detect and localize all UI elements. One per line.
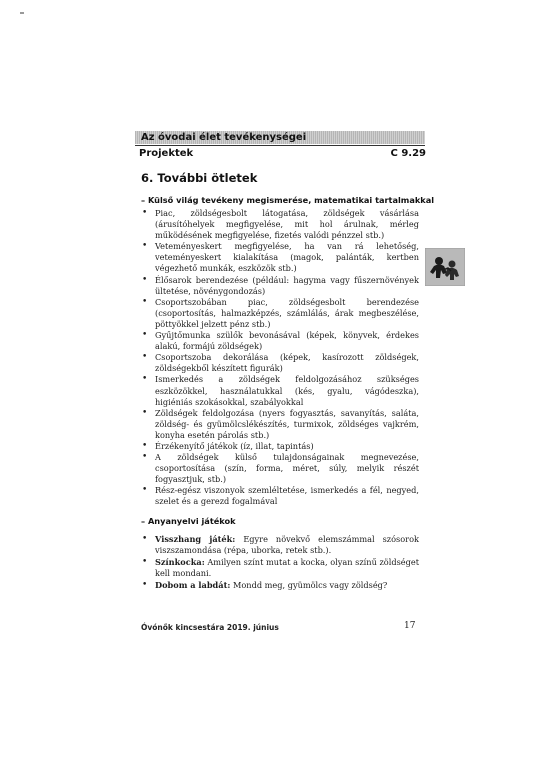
list-item: • Zöldségek feldolgozása (nyers fogyasztás, savanyítás, saláta, zöldség- és gyümölcslékészítés, turmixok, zöldséges vajkrém, konyha esetén párolás stb.) [137,408,419,441]
game-name: Színkocka: [155,557,205,568]
list-item [137,557,419,579]
scan-mark [20,12,24,14]
list-item: • Piac, zöldségesbolt látogatása, zöldségek vásárlása (árusítóhelyek megfigyelése, mit hol árulnak, mérleg működésének megfigyelése, fizetés valódi pénzzel stb.) [137,208,419,241]
page-number: 17 [404,621,416,631]
list-item: • Csoportszoba dekorálása (képek, kasírozott zöldségek, zöldségekből készített figurák) [137,352,419,374]
list-item: • A zöldségek külső tulajdonságainak megnevezése, csoportosítása (szín, forma, méret, súly, melyik részét fogyasztjuk, stb.) [137,452,419,485]
subsection-title-2: – Anyanyelvi játékok [141,516,236,526]
idea-list-2 [137,534,419,592]
page-code: C 9.29 [390,148,426,159]
list-item: • Élősarok berendezése (például: hagyma vagy fűszernövények ültetése, növénygondozás) [137,275,419,297]
game-name: Dobom a labdát: [155,580,231,591]
list-item: • Érzékenyítő játékok (íz, illat, tapintás) [137,441,419,452]
page-heading: 6. További ötletek [141,171,258,185]
list-item: • Veteményeskert megfigyelése, ha van rá lehetőség, veteményeskert kialakítása (magok, palánták, kertben végezhető munkák, eszközök stb.) [137,241,419,274]
game-description: Mondd meg, gyümölcs vagy zöldség? [230,580,388,591]
game-name: Visszhang játék: [155,534,236,544]
list-item: • Csoportszobában piac, zöldségesbolt berendezése (csoportosítás, halmazképzés, számlálás, árak megbeszélése, pöttyökkel jelzett pénz stb.) [137,297,419,330]
game-description: Egyre növekvő elemszámmal szósorok viszszamondása (répa, uborka, retek stb.). [155,534,419,556]
list-item: • Rész-egész viszonyok szemléltetése, ismerkedés a fél, negyed, szelet és a gerezd fogalmával [137,485,419,507]
header-title: Az óvodai élet tevékenységei [141,132,307,143]
section-label: Projektek [139,148,194,159]
list-item [137,534,419,556]
footer-publication: Óvónők kincsestára 2019. június [141,623,279,632]
idea-list-1 [137,208,419,508]
children-tab-icon [425,248,465,286]
list-item: • Ismerkedés a zöldségek feldolgozásához szükséges eszközökkel, használatukkal (kés, gyalu, vágódeszka), higiéniás szokásokkal, szabályokkal [137,374,419,407]
list-item: • Gyűjtőmunka szülők bevonásával (képek, könyvek, érdekes alakú, formájú zöldségek) [137,330,419,352]
subsection-title-1: – Külső világ tevékeny megismerése, matematikai tartalmakkal [141,195,435,205]
list-item [137,580,419,591]
game-description: Amilyen színt mutat a kocka, olyan színű zöldséget kell mondani. [155,557,419,579]
header-rule [135,145,425,146]
